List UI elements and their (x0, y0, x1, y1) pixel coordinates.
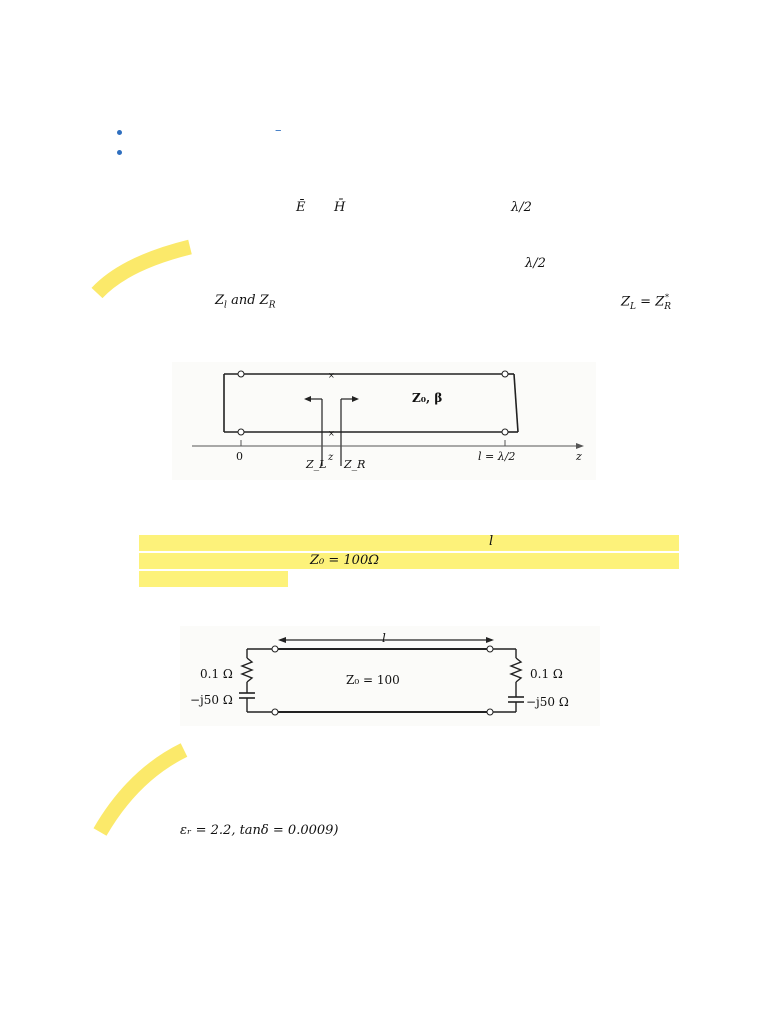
fig2-right-r: 0.1 Ω (530, 667, 563, 681)
fig1-end-label: l = λ/2 (478, 450, 516, 463)
fig1-zl: Z_L (306, 458, 327, 471)
h-field-symbol: H̄ (334, 200, 346, 215)
fig2-length-label: l (382, 631, 386, 645)
svg-text:×: × (328, 429, 335, 438)
bullet-fragment: – (275, 123, 282, 138)
svg-text:×: × (328, 371, 335, 380)
fig1-z0-beta: Z₀, β (412, 391, 443, 405)
highlight-line-1 (139, 535, 679, 551)
figure-half-wave-line (172, 362, 596, 480)
highlight-line-3 (139, 571, 288, 587)
e-field-symbol: Ē (296, 200, 306, 215)
fig2-left-c: −j50 Ω (190, 693, 233, 707)
fig1-zr: Z_R (344, 458, 366, 471)
fig2-left-r: 0.1 Ω (200, 667, 233, 681)
fig1-z-mark: z (328, 452, 334, 463)
impedance-left: $Z_l$ and $Z_R$ (215, 293, 276, 311)
fig2-z0-label: Z₀ = 100 (346, 673, 400, 687)
bullet-dot-1 (117, 130, 122, 135)
half-wavelength-1: λ/2 (511, 200, 532, 215)
bullet-dot-2 (117, 150, 122, 155)
highlighter-stroke-1 (85, 235, 205, 305)
problem-z0-value: Z₀ = 100Ω (310, 553, 379, 568)
fig2-right-c: −j50 Ω (526, 695, 569, 709)
substrate-parameters: εᵣ = 2.2, tanδ = 0.0009) (180, 823, 339, 838)
fig1-origin: 0 (236, 450, 243, 463)
impedance-right: $Z_L = Z_R^*$ (621, 293, 672, 312)
fig1-axis-label: z (576, 450, 582, 463)
half-wavelength-2: λ/2 (525, 256, 546, 271)
highlight-line-2 (139, 553, 679, 569)
figure-terminated-line (180, 626, 600, 726)
problem-l-symbol: l (489, 534, 494, 549)
